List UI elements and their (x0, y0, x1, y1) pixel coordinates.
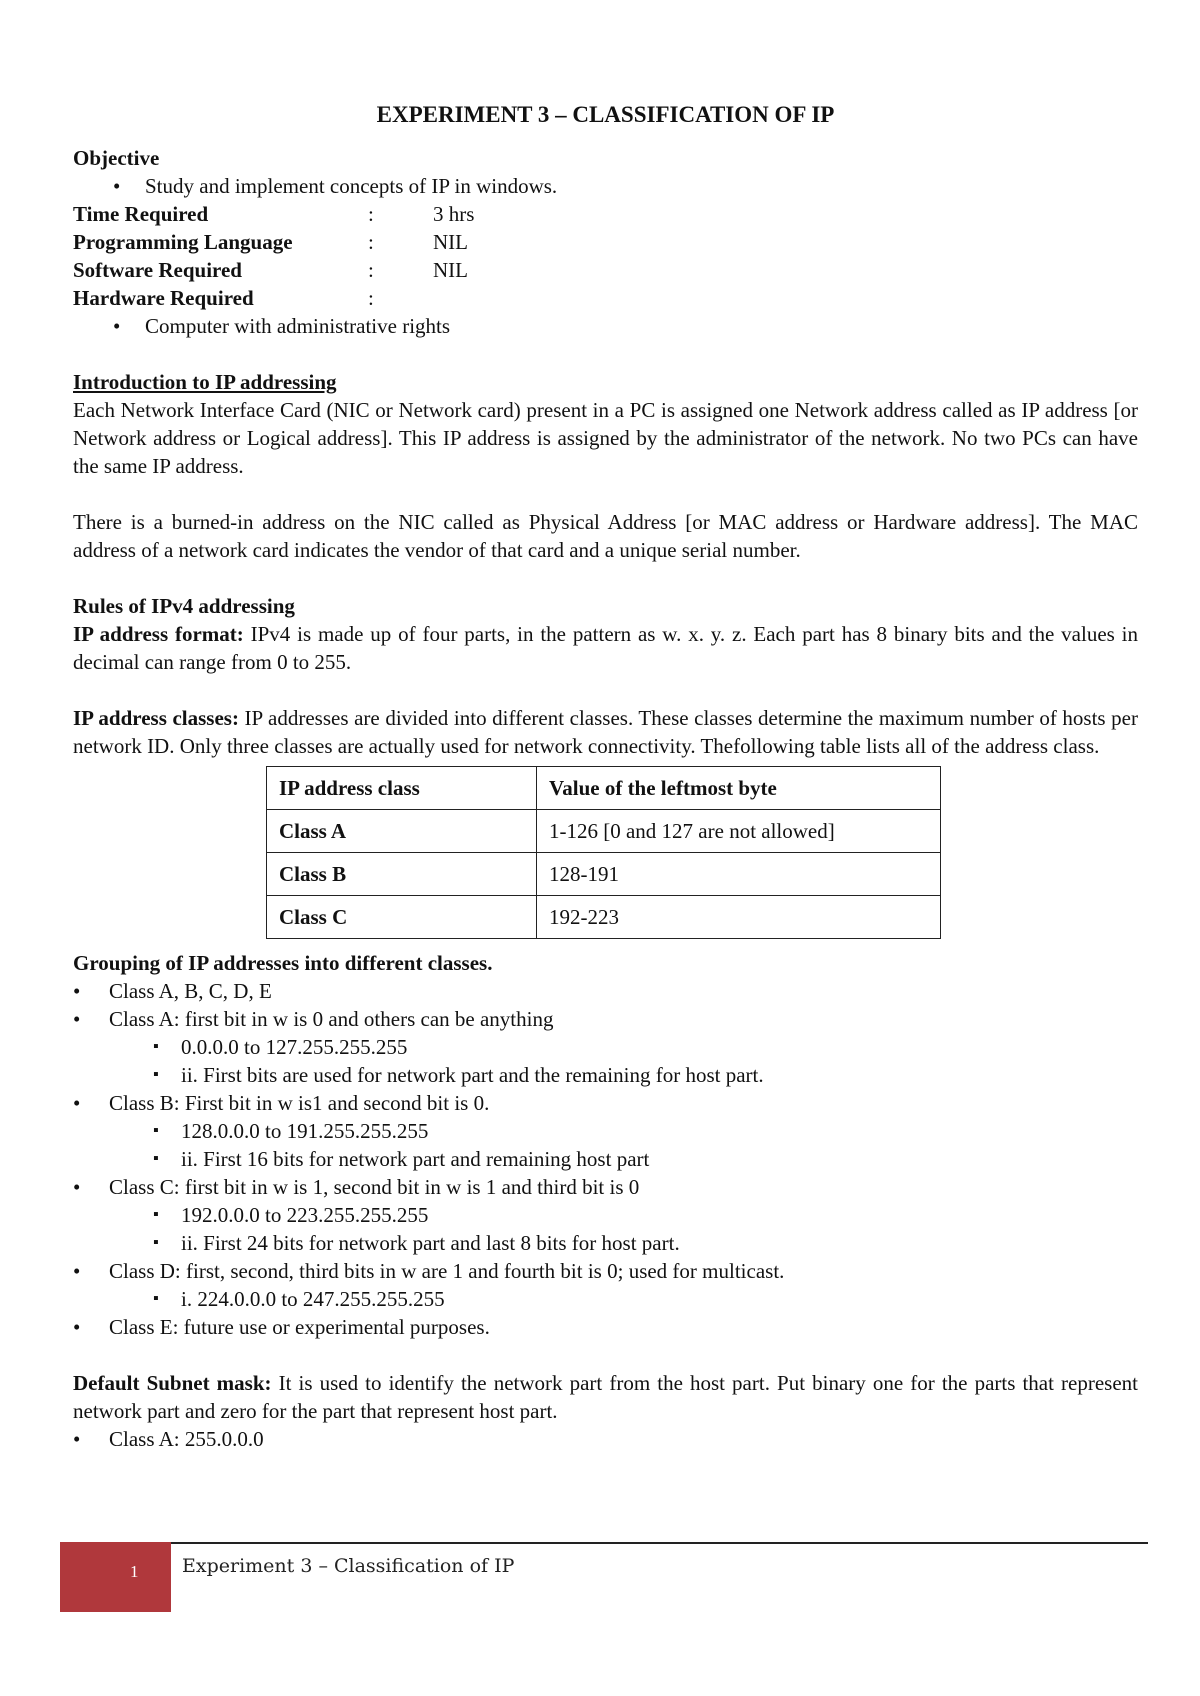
requirement-colon: : (368, 202, 374, 226)
table-cell: Class B (267, 853, 537, 896)
table-cell: 192-223 (537, 896, 941, 939)
table-row (267, 810, 941, 853)
list-item: • Class B: First bit in w is1 and second bit is 0. (73, 1089, 1138, 1117)
format-label: IP address format: (73, 622, 244, 646)
requirement-value: 3 hrs (433, 202, 475, 226)
format-text: IPv4 is made up of four parts, in the pattern as w. x. y. z. Each part has 8 binary bits and the values in decimal can range from 0 to 255. (73, 622, 1138, 674)
requirement-value: NIL (433, 258, 468, 282)
requirement-colon: : (368, 258, 374, 282)
hardware-list (73, 312, 1138, 340)
requirement-colon: : (368, 230, 374, 254)
intro-paragraph: There is a burned-in address on the NIC called as Physical Address [or MAC address or Hardware address]. The MAC address of a network card indicates the vendor of that card and a unique serial number. (73, 510, 1138, 562)
subnet-text: It is used to identify the network part from the host part. Put binary one for the parts that represent network part and zero for the part that represent host part. (73, 1371, 1138, 1423)
sub-list-item: ▪ ii. First 24 bits for network part and last 8 bits for host part. (73, 1229, 1138, 1257)
requirement-label: Hardware Required (73, 286, 254, 310)
subnet-list (73, 1425, 1138, 1453)
page-number: 1 (130, 1562, 139, 1581)
table-header-row (267, 767, 941, 810)
classes-paragraph (73, 704, 1138, 760)
sub-list-item: ▪ 0.0.0.0 to 127.255.255.255 (73, 1033, 1138, 1061)
list-item: • Class D: first, second, third bits in w are 1 and fourth bit is 0; used for multicast. (73, 1257, 1138, 1285)
hardware-item: • Computer with administrative rights (73, 312, 1138, 340)
intro-paragraph: Each Network Interface Card (NIC or Network card) present in a PC is assigned one Network address called as IP address [or Network address or Logical address]. This IP address is assigned by the administrator of the network. No two PCs can have the same IP address. (73, 398, 1138, 478)
table-cell: 128-191 (537, 853, 941, 896)
objective-list (73, 172, 1138, 200)
footer-divider (60, 1542, 1148, 1544)
list-item: • Class A, B, C, D, E (73, 977, 1138, 1005)
subnet-paragraph (73, 1369, 1138, 1425)
table-row (267, 896, 941, 939)
classes-text: IP addresses are divided into different classes. These classes determine the maximum number of hosts per network ID. Only three classes are actually used for network connectivity. Thefollowing table lists all of the address class. (73, 706, 1138, 758)
list-item: • Class A: 255.0.0.0 (73, 1425, 1138, 1453)
requirement-row (73, 228, 1138, 256)
objective-heading: Objective (73, 146, 160, 170)
sub-list-item: ▪ ii. First bits are used for network part and the remaining for host part. (73, 1061, 1138, 1089)
footer-page-box (60, 1542, 171, 1612)
classes-label: IP address classes: (73, 706, 239, 730)
list-item: • Class E: future use or experimental purposes. (73, 1313, 1138, 1341)
requirement-row (73, 200, 1138, 228)
table-header: IP address class (267, 767, 537, 810)
sub-list-item: ▪ 128.0.0.0 to 191.255.255.255 (73, 1117, 1138, 1145)
requirement-label: Programming Language (73, 230, 293, 254)
ip-class-table (266, 766, 941, 939)
requirement-row (73, 256, 1138, 284)
page-title: EXPERIMENT 3 – CLASSIFICATION OF IP (376, 102, 835, 127)
table-row (267, 853, 941, 896)
requirement-label: Software Required (73, 258, 242, 282)
rules-heading: Rules of IPv4 addressing (73, 594, 295, 618)
format-paragraph (73, 620, 1138, 676)
requirements-block (73, 200, 1138, 312)
table-cell: Class C (267, 896, 537, 939)
requirement-label: Time Required (73, 202, 209, 226)
requirement-value: NIL (433, 230, 468, 254)
intro-heading: Introduction to IP addressing (73, 370, 337, 394)
subnet-label: Default Subnet mask: (73, 1371, 272, 1395)
list-item: • Class C: first bit in w is 1, second bit in w is 1 and third bit is 0 (73, 1173, 1138, 1201)
grouping-list (73, 977, 1138, 1341)
table-cell: 1-126 [0 and 127 are not allowed] (537, 810, 941, 853)
table-header: Value of the leftmost byte (537, 767, 941, 810)
table-cell: Class A (267, 810, 537, 853)
footer-title: Experiment 3 – Classification of IP (182, 1555, 515, 1577)
requirement-colon: : (368, 286, 374, 310)
sub-list-item: ▪ ii. First 16 bits for network part and remaining host part (73, 1145, 1138, 1173)
objective-item: • Study and implement concepts of IP in windows. (73, 172, 1138, 200)
document-page (73, 100, 1138, 1453)
requirement-row (73, 284, 1138, 312)
sub-list-item: ▪ 192.0.0.0 to 223.255.255.255 (73, 1201, 1138, 1229)
list-item: • Class A: first bit in w is 0 and others can be anything (73, 1005, 1138, 1033)
sub-list-item: ▪ i. 224.0.0.0 to 247.255.255.255 (73, 1285, 1138, 1313)
grouping-heading: Grouping of IP addresses into different classes. (73, 951, 493, 975)
